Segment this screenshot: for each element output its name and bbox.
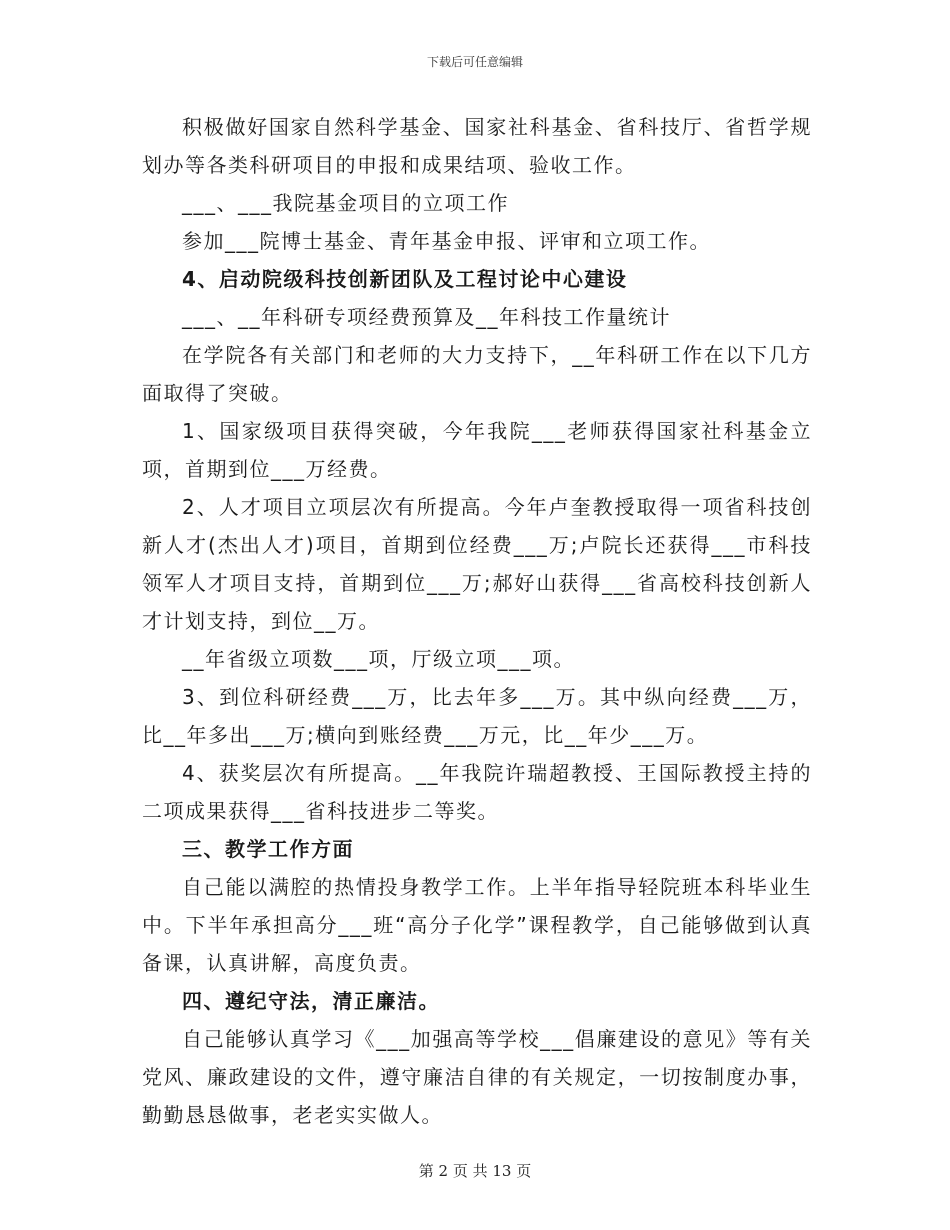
section-heading: 4、启动院级科技创新团队及工程讨论中心建设 xyxy=(182,267,628,291)
paragraph: 积极做好国家自然科学基金、国家社科基金、省科技厅、省哲学规划办等各类科研项目的申报和成果结项、验收工作。 xyxy=(142,115,812,177)
paragraph: ___、__年科研专项经费预算及__年科技工作量统计 xyxy=(182,305,671,329)
page-header: 下载后可任意编辑 xyxy=(426,55,523,69)
paragraph: 2、人才项目立项层次有所提高。今年卢奎教授取得一项省科技创新人才(杰出人才)项目，首期到位经费___万;卢院长还获得___市科技领军人才项目支持，首期到位___万;郝好山获得___省高校科技创新人才计划支持，到位__万。 xyxy=(142,495,812,633)
paragraph: __年省级立项数___项，厅级立项___项。 xyxy=(182,647,575,671)
paragraph: 1、国家级项目获得突破，今年我院___老师获得国家社科基金立项，首期到位___万经费。 xyxy=(142,419,812,481)
paragraph: 自己能够认真学习《___加强高等学校___倡廉建设的意见》等有关党风、廉政建设的文件，遵守廉洁自律的有关规定，一切按制度办事，勤勤恳恳做事，老老实实做人。 xyxy=(142,1027,812,1127)
paragraph: 3、到位科研经费___万，比去年多___万。其中纵向经费___万，比__年多出___万;横向到账经费___万元，比__年少___万。 xyxy=(142,685,812,747)
paragraph: 自己能以满腔的热情投身教学工作。上半年指导轻院班本科毕业生中。下半年承担高分___班“高分子化学”课程教学，自己能够做到认真备课，认真讲解，高度负责。 xyxy=(142,875,812,975)
section-heading: 三、教学工作方面 xyxy=(182,837,354,861)
paragraph: 4、获奖层次有所提高。__年我院许瑞超教授、王国际教授主持的二项成果获得___省科技进步二等奖。 xyxy=(142,761,812,823)
section-heading: 四、遵纪守法，清正廉洁。 xyxy=(182,989,440,1013)
paragraph: 在学院各有关部门和老师的大力支持下，__年科研工作在以下几方面取得了突破。 xyxy=(142,343,812,405)
document-body xyxy=(142,108,812,1134)
page-footer: 第 2 页 共 13 页 xyxy=(418,1162,532,1180)
paragraph: ___、___我院基金项目的立项工作 xyxy=(182,191,509,215)
paragraph: 参加___院博士基金、青年基金申报、评审和立项工作。 xyxy=(182,229,711,253)
